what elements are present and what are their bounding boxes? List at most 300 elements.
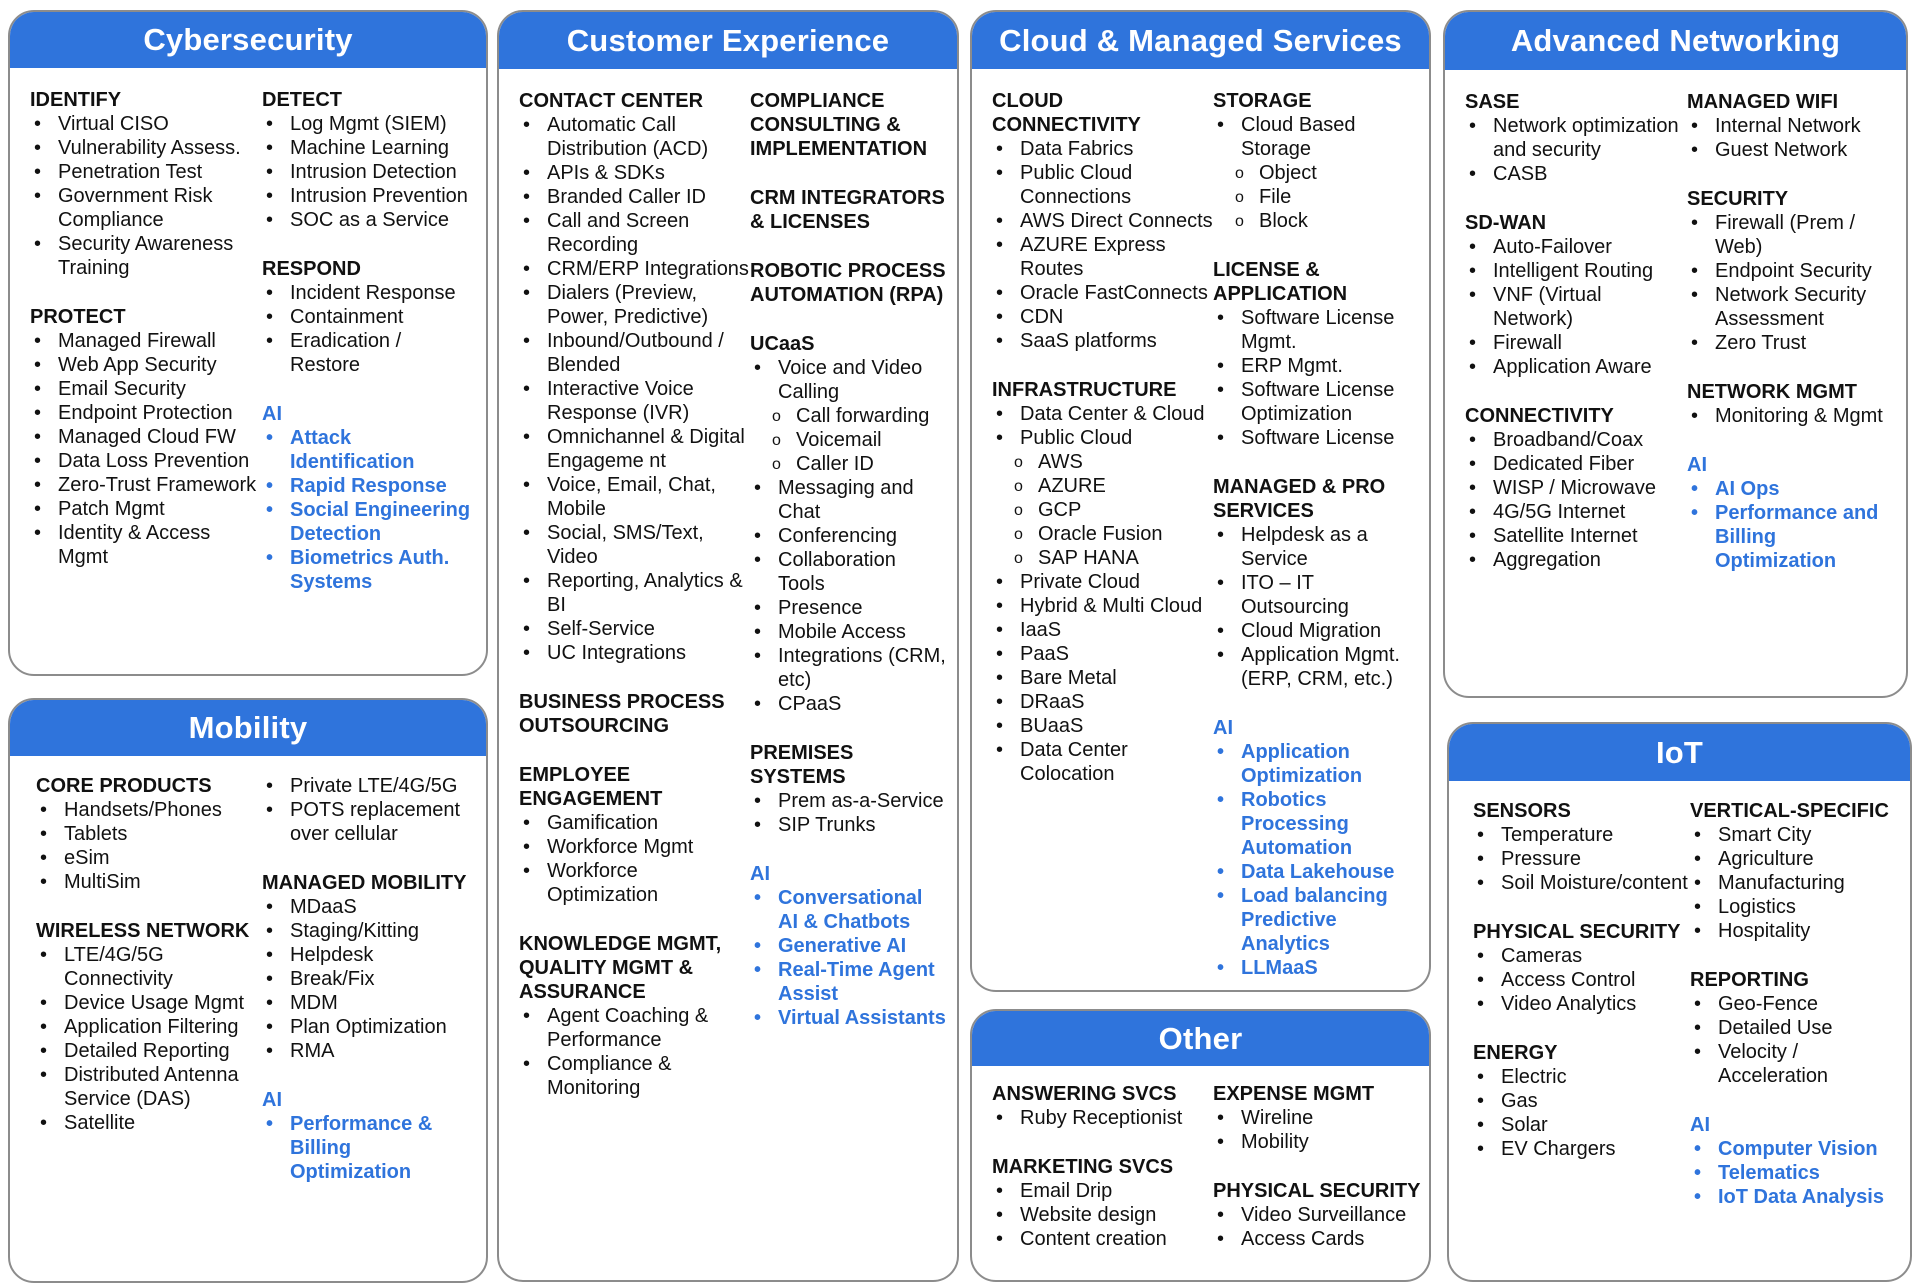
ai-heading: AI <box>262 1089 282 1111</box>
section-license-and-application <box>1213 258 1421 450</box>
list-item: • Pressure <box>1473 847 1690 871</box>
right-column <box>1690 799 1902 1209</box>
list-item: • Reporting, Analytics & BI <box>519 569 750 617</box>
ai-heading: AI <box>750 863 770 885</box>
section-business-process-outsourcing <box>519 690 750 738</box>
section-heading: EXPENSE MGMT <box>1213 1083 1375 1105</box>
list-item: • Detailed Use <box>1690 1016 1902 1040</box>
list-item: • Dedicated Fiber <box>1465 452 1687 476</box>
list-item: • BUaaS <box>992 714 1213 738</box>
list-item: • Private Cloud <box>992 570 1213 594</box>
section-heading: ENERGY <box>1473 1042 1558 1064</box>
bullet-list <box>262 112 474 232</box>
section-security <box>1687 187 1898 355</box>
section-ai <box>1690 1113 1902 1209</box>
list-item: • Call and Screen Recording <box>519 209 750 257</box>
list-item: • Rapid Response <box>262 474 474 498</box>
bullet-list <box>1465 235 1687 379</box>
list-item: • Website design <box>992 1203 1213 1227</box>
bullet-list <box>36 943 262 1135</box>
list-item: • Biometrics Auth. Systems <box>262 546 474 594</box>
list-item: • Gamification <box>519 811 750 835</box>
left-column <box>1465 90 1687 573</box>
list-item: • Firewall <box>1465 331 1687 355</box>
list-item: • Automatic Call Distribution (ACD) <box>519 113 750 161</box>
list-item: • Machine Learning <box>262 136 474 160</box>
list-item: • RMA <box>262 1039 474 1063</box>
card-mobility <box>8 698 488 1283</box>
list-item: • Firewall (Prem / Web) <box>1687 211 1898 259</box>
list-item: • Geo-Fence <box>1690 992 1902 1016</box>
list-item: • Monitoring & Mgmt <box>1687 404 1898 428</box>
list-item: • Staging/Kitting <box>262 919 474 943</box>
list-item: • Zero-Trust Framework <box>30 473 262 497</box>
section-heading: MANAGED WIFI <box>1687 91 1839 113</box>
list-item: • Broadband/Coax <box>1465 428 1687 452</box>
list-item: • Log Mgmt (SIEM) <box>262 112 474 136</box>
section-detect <box>262 88 474 232</box>
section-heading: EMPLOYEE ENGAGEMENT <box>519 764 663 810</box>
right-column <box>750 89 947 1100</box>
sub-list-item: o Call forwarding <box>750 404 947 428</box>
list-item: • Wireline <box>1213 1106 1423 1130</box>
card-cybersecurity <box>8 10 488 676</box>
section-managed-mobility <box>262 871 474 1063</box>
list-item: • Hospitality <box>1690 919 1902 943</box>
list-item: • DRaaS <box>992 690 1213 714</box>
list-item: • APIs & SDKs <box>519 161 750 185</box>
sub-list-item: o Block <box>1213 209 1421 233</box>
list-item: • Manufacturing <box>1690 871 1902 895</box>
section-heading: CLOUD CONNECTIVITY <box>992 90 1141 136</box>
sub-list-item: o AWS <box>992 450 1213 474</box>
list-item: • Video Analytics <box>1473 992 1690 1016</box>
list-item: • Generative AI <box>750 934 947 958</box>
list-item: • Device Usage Mgmt <box>36 991 262 1015</box>
section-ai <box>262 1088 474 1184</box>
list-item: • Social Engineering Detection <box>262 498 474 546</box>
list-item: • Workforce Optimization <box>519 859 750 907</box>
list-item: • Virtual CISO <box>30 112 262 136</box>
list-item: • Private LTE/4G/5G <box>262 774 474 798</box>
bullet-list <box>1690 823 1902 943</box>
section-heading: CONTACT CENTER <box>519 90 704 112</box>
section-contact-center <box>519 89 750 665</box>
list-item: • IoT Data Analysis <box>1690 1185 1902 1209</box>
list-item: • Data Center Colocation <box>992 738 1213 786</box>
list-item: • Identity & Access Mgmt <box>30 521 262 569</box>
list-item: • CDN <box>992 305 1213 329</box>
list-item: • ITO – IT Outsourcing <box>1213 571 1421 619</box>
bullet-list <box>36 798 262 894</box>
list-item: • AWS Direct Connects <box>992 209 1213 233</box>
list-item: • MDaaS <box>262 895 474 919</box>
section-infrastructure <box>992 378 1213 786</box>
list-item: • Telematics <box>1690 1161 1902 1185</box>
section-ai <box>750 862 947 1030</box>
section-heading: PHYSICAL SECURITY <box>1473 921 1681 943</box>
list-item: • Agriculture <box>1690 847 1902 871</box>
bullet-list <box>262 281 474 377</box>
card-cloud-managed-services <box>970 10 1431 992</box>
section-ai <box>262 402 474 594</box>
list-item: • Integrations (CRM, etc) <box>750 644 947 692</box>
list-item: • Performance & Billing Optimization <box>262 1112 474 1184</box>
bullet-list <box>519 1004 750 1100</box>
list-item: • Presence <box>750 596 947 620</box>
card-title: Cybersecurity <box>10 12 486 68</box>
ai-list <box>1213 740 1421 980</box>
list-item: • Soil Moisture/content <box>1473 871 1690 895</box>
section-heading: ANSWERING SVCS <box>992 1083 1177 1105</box>
list-item: • Robotics Processing Automation <box>1213 788 1421 860</box>
list-item: • Data Fabrics <box>992 137 1213 161</box>
list-item: • Bare Metal <box>992 666 1213 690</box>
list-item: • Attack Identification <box>262 426 474 474</box>
list-item: • Auto-Failover <box>1465 235 1687 259</box>
list-item: • Agent Coaching & Performance <box>519 1004 750 1052</box>
sub-list-item: o Object <box>1213 161 1421 185</box>
list-item: • Omnichannel & Digital Engageme nt <box>519 425 750 473</box>
bullet-list <box>1687 404 1898 428</box>
section-physical-security <box>1213 1179 1423 1251</box>
list-item: • Guest Network <box>1687 138 1898 162</box>
section-managed-and-pro-services <box>1213 475 1421 691</box>
section-marketing-svcs <box>992 1155 1213 1251</box>
list-item: • Voice, Email, Chat, Mobile <box>519 473 750 521</box>
list-item: • Penetration Test <box>30 160 262 184</box>
list-item: • Logistics <box>1690 895 1902 919</box>
list-item: • Oracle FastConnects <box>992 281 1213 305</box>
list-item: • Social, SMS/Text, Video <box>519 521 750 569</box>
section-heading: IDENTIFY <box>30 89 122 111</box>
bullet-list <box>992 1179 1213 1251</box>
list-item: • Government Risk Compliance <box>30 184 262 232</box>
section-sensors <box>1473 799 1690 895</box>
list-item: • Branded Caller ID <box>519 185 750 209</box>
right-column <box>1213 1082 1423 1251</box>
list-item: • Cameras <box>1473 944 1690 968</box>
section-heading: KNOWLEDGE MGMT, QUALITY MGMT & ASSURANCE <box>519 933 722 1003</box>
sub-list-item: o Caller ID <box>750 452 947 476</box>
list-item: • Collaboration Tools <box>750 548 947 596</box>
list-item: • Helpdesk <box>262 943 474 967</box>
list-item: • Network optimization and security <box>1465 114 1687 162</box>
list-item: • Managed Cloud FW <box>30 425 262 449</box>
list-item: • Compliance & Monitoring <box>519 1052 750 1100</box>
list-item: • Content creation <box>992 1227 1213 1251</box>
ai-heading: AI <box>1687 454 1707 476</box>
card-title: Mobility <box>10 700 486 756</box>
bullet-list <box>1473 823 1690 895</box>
section-energy <box>1473 1041 1690 1161</box>
list-item: • Managed Firewall <box>30 329 262 353</box>
section-heading: REPORTING <box>1690 969 1809 991</box>
list-item: • Zero Trust <box>1687 331 1898 355</box>
sub-list-item: o File <box>1213 185 1421 209</box>
card-body <box>10 68 486 594</box>
ai-list <box>1690 1137 1902 1209</box>
list-item: • Containment <box>262 305 474 329</box>
card-title: Other <box>972 1011 1429 1066</box>
list-item: • Aggregation <box>1465 548 1687 572</box>
section-heading: SD-WAN <box>1465 212 1547 234</box>
list-item: • Web App Security <box>30 353 262 377</box>
section-cloud-connectivity <box>992 89 1213 353</box>
bullet-list <box>992 1106 1213 1130</box>
list-item: • AZURE Express Routes <box>992 233 1213 281</box>
list-item: • Software License Optimization <box>1213 378 1421 426</box>
list-item: • Patch Mgmt <box>30 497 262 521</box>
card-body <box>1445 70 1906 573</box>
ai-list <box>1687 477 1898 573</box>
bullet-list <box>1473 1065 1690 1161</box>
section-heading: MANAGED & PRO SERVICES <box>1213 476 1386 522</box>
section-heading: SECURITY <box>1687 188 1789 210</box>
left-column <box>519 89 750 1100</box>
list-item: • Application Filtering <box>36 1015 262 1039</box>
section-physical-security <box>1473 920 1690 1016</box>
list-item: • LTE/4G/5G Connectivity <box>36 943 262 991</box>
ai-heading: AI <box>1213 717 1233 739</box>
list-item: • Satellite <box>36 1111 262 1135</box>
card-title: Cloud & Managed Services <box>972 12 1429 69</box>
section-ai <box>1687 453 1898 573</box>
bullet-list <box>1687 211 1898 355</box>
list-item: • UC Integrations <box>519 641 750 665</box>
list-item: • Conferencing <box>750 524 947 548</box>
section-identify <box>30 88 262 280</box>
list-item: • Intelligent Routing <box>1465 259 1687 283</box>
section-employee-engagement <box>519 763 750 907</box>
bullet-list <box>519 113 750 665</box>
section-heading: DETECT <box>262 89 342 111</box>
section-heading: VERTICAL-SPECIFIC <box>1690 800 1889 822</box>
left-column <box>1473 799 1690 1209</box>
section-heading: PHYSICAL SECURITY <box>1213 1180 1421 1202</box>
list-item: • POTS replacement over cellular <box>262 798 474 846</box>
list-item: • IaaS <box>992 618 1213 642</box>
bullet-list <box>30 112 262 280</box>
list-item: • Data Loss Prevention <box>30 449 262 473</box>
bullet-list <box>750 356 947 716</box>
list-item: • Network Security Assessment <box>1687 283 1898 331</box>
card-iot <box>1447 722 1912 1282</box>
bullet-list <box>1213 523 1421 691</box>
section-heading: RESPOND <box>262 258 361 280</box>
list-item: • Vulnerability Assess. <box>30 136 262 160</box>
list-item: • Software License <box>1213 426 1421 450</box>
section-ucaas <box>750 332 947 716</box>
list-item: • Distributed Antenna Service (DAS) <box>36 1063 262 1111</box>
list-item: • Access Cards <box>1213 1227 1423 1251</box>
section-wireless-network <box>36 919 262 1135</box>
list-item: • Application Mgmt. (ERP, CRM, etc.) <box>1213 643 1421 691</box>
list-item: • Security Awareness Training <box>30 232 262 280</box>
list-item: • Prem as-a-Service <box>750 789 947 813</box>
list-item: • Public Cloud Connections <box>992 161 1213 209</box>
section-heading: MARKETING SVCS <box>992 1156 1174 1178</box>
bullet-list <box>1465 114 1687 186</box>
section-heading: WIRELESS NETWORK <box>36 920 250 942</box>
bullet-list <box>262 774 474 846</box>
ai-list <box>750 886 947 1030</box>
right-column <box>262 774 474 1184</box>
list-item: • Smart City <box>1690 823 1902 847</box>
section-heading: PROTECT <box>30 306 126 328</box>
list-item: • Voice and Video Calling <box>750 356 947 404</box>
list-item: • Data Lakehouse <box>1213 860 1421 884</box>
list-item: • Gas <box>1473 1089 1690 1113</box>
sub-list-item: o AZURE <box>992 474 1213 498</box>
section-heading: STORAGE <box>1213 90 1312 112</box>
list-item: • CRM/ERP Integrations <box>519 257 750 281</box>
list-item: • Messaging and Chat <box>750 476 947 524</box>
left-column <box>30 88 262 594</box>
section-heading: CORE PRODUCTS <box>36 775 212 797</box>
section-sase <box>1465 90 1687 186</box>
sub-list-item: o Voicemail <box>750 428 947 452</box>
ai-list <box>262 1112 474 1184</box>
list-item: • Hybrid & Multi Cloud <box>992 594 1213 618</box>
ai-heading: AI <box>1690 1114 1710 1136</box>
list-item: • Eradication / Restore <box>262 329 474 377</box>
bullet-list <box>1687 114 1898 162</box>
list-item: • Self-Service <box>519 617 750 641</box>
ai-heading: AI <box>262 403 282 425</box>
list-item: • LLMaaS <box>1213 956 1421 980</box>
section-answering-svcs <box>992 1082 1213 1130</box>
card-body <box>972 1066 1429 1251</box>
sub-list-item: o GCP <box>992 498 1213 522</box>
bullet-list <box>262 895 474 1063</box>
list-item: • ERP Mgmt. <box>1213 354 1421 378</box>
section-protect <box>30 305 262 569</box>
card-advanced-networking <box>1443 10 1908 698</box>
list-item: • Load balancing Predictive Analytics <box>1213 884 1421 956</box>
section-heading: CONNECTIVITY <box>1465 405 1614 427</box>
card-other <box>970 1009 1431 1282</box>
list-item: • Incident Response <box>262 281 474 305</box>
list-item: • Intrusion Prevention <box>262 184 474 208</box>
right-column <box>1687 90 1898 573</box>
bullet-list <box>1465 428 1687 572</box>
list-item: • Electric <box>1473 1065 1690 1089</box>
left-column <box>992 1082 1213 1251</box>
list-item: • Solar <box>1473 1113 1690 1137</box>
card-body <box>1449 781 1910 1209</box>
list-item: • Software License Mgmt. <box>1213 306 1421 354</box>
section-heading: ROBOTIC PROCESS AUTOMATION (RPA) <box>750 260 946 306</box>
list-item: • CPaaS <box>750 692 947 716</box>
ai-list <box>262 426 474 594</box>
list-item: • Plan Optimization <box>262 1015 474 1039</box>
section-heading: PREMISES SYSTEMS <box>750 742 854 788</box>
list-item: • Handsets/Phones <box>36 798 262 822</box>
list-item: • WISP / Microwave <box>1465 476 1687 500</box>
card-title: Customer Experience <box>499 12 957 69</box>
section-heading: NETWORK MGMT <box>1687 381 1857 403</box>
list-item: • SOC as a Service <box>262 208 474 232</box>
list-item: • Ruby Receptionist <box>992 1106 1213 1130</box>
section-network-mgmt <box>1687 380 1898 428</box>
list-item: • AI Ops <box>1687 477 1898 501</box>
section-heading: BUSINESS PROCESS OUTSOURCING <box>519 691 725 737</box>
section-heading: LICENSE & APPLICATION <box>1213 259 1348 305</box>
list-item: • Helpdesk as a Service <box>1213 523 1421 571</box>
section-heading: MANAGED MOBILITY <box>262 872 467 894</box>
bullet-list <box>992 402 1213 786</box>
list-item: • Access Control <box>1473 968 1690 992</box>
list-item: • Internal Network <box>1687 114 1898 138</box>
list-item: • PaaS <box>992 642 1213 666</box>
list-item: • SaaS platforms <box>992 329 1213 353</box>
right-column <box>1213 89 1421 980</box>
list-item: • eSim <box>36 846 262 870</box>
list-item: • Interactive Voice Response (IVR) <box>519 377 750 425</box>
card-body <box>972 69 1429 980</box>
list-item: • Cloud Based Storage <box>1213 113 1421 161</box>
list-item: • Application Optimization <box>1213 740 1421 788</box>
section-heading: SASE <box>1465 91 1520 113</box>
section-connectivity <box>1465 404 1687 572</box>
sub-list-item: o Oracle Fusion <box>992 522 1213 546</box>
sub-list-item: o SAP HANA <box>992 546 1213 570</box>
list-item: • Email Security <box>30 377 262 401</box>
list-item: • MultiSim <box>36 870 262 894</box>
section-storage <box>1213 89 1421 233</box>
section-compliance-consulting-and-implementation <box>750 89 947 161</box>
section-managed-wifi <box>1687 90 1898 162</box>
card-body <box>499 69 957 1100</box>
list-item: • Break/Fix <box>262 967 474 991</box>
bullet-list <box>992 137 1213 353</box>
list-item: • Application Aware <box>1465 355 1687 379</box>
section-sd-wan <box>1465 211 1687 379</box>
list-item: • SIP Trunks <box>750 813 947 837</box>
list-item: • Inbound/Outbound / Blended <box>519 329 750 377</box>
bullet-list <box>1213 306 1421 450</box>
bullet-list <box>30 329 262 569</box>
card-title: Advanced Networking <box>1445 12 1906 70</box>
list-item: • Mobile Access <box>750 620 947 644</box>
bullet-list <box>1213 1203 1423 1251</box>
section-knowledge-mgmt-quality-mgmt-and-assurance <box>519 932 750 1100</box>
list-item: • Intrusion Detection <box>262 160 474 184</box>
bullet-list <box>1473 944 1690 1016</box>
section-respond <box>262 257 474 377</box>
section-reporting <box>1690 968 1902 1088</box>
bullet-list <box>1690 992 1902 1088</box>
list-item: • Cloud Migration <box>1213 619 1421 643</box>
section-robotic-process-automation-rpa <box>750 259 947 307</box>
bullet-list <box>750 789 947 837</box>
list-item: • VNF (Virtual Network) <box>1465 283 1687 331</box>
list-item: • Satellite Internet <box>1465 524 1687 548</box>
list-item: • Real-Time Agent Assist <box>750 958 947 1006</box>
list-item: • EV Chargers <box>1473 1137 1690 1161</box>
list-item: • Virtual Assistants <box>750 1006 947 1030</box>
list-item: • Workforce Mgmt <box>519 835 750 859</box>
card-body <box>10 756 486 1184</box>
section-heading: COMPLIANCE CONSULTING & IMPLEMENTATION <box>750 90 928 160</box>
section-crm-integrators-and-licenses <box>750 186 947 234</box>
section-list <box>262 774 474 846</box>
list-item: • Public Cloud <box>992 426 1213 450</box>
bullet-list <box>519 811 750 907</box>
list-item: • Conversational AI & Chatbots <box>750 886 947 934</box>
section-heading: CRM INTEGRATORS & LICENSES <box>750 187 945 233</box>
